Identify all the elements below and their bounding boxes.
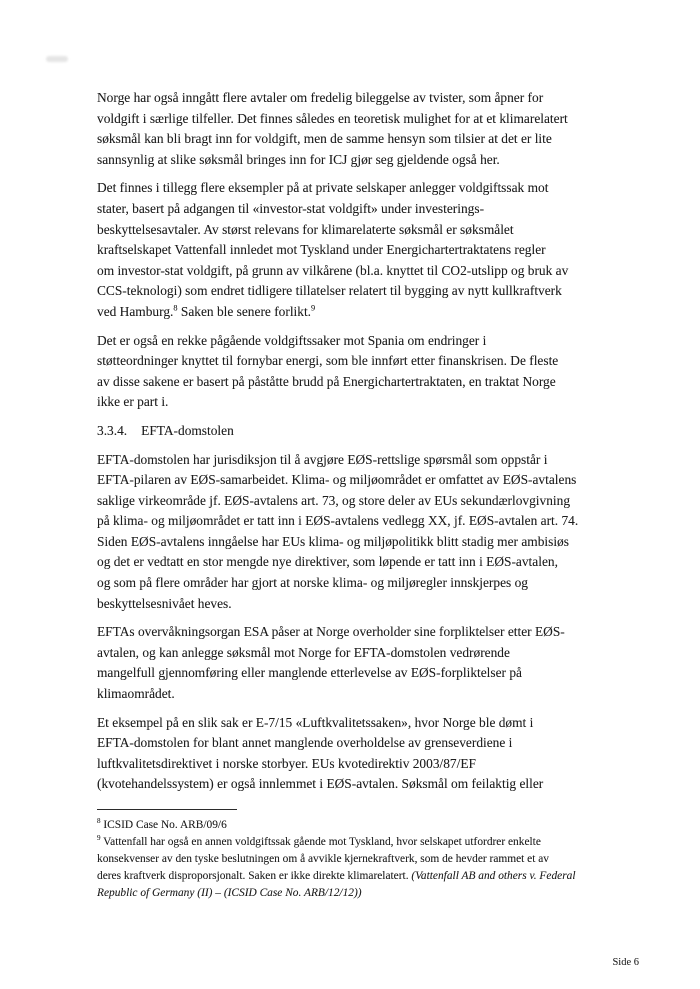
text-segment: (kvotehandelssystem) er også innlemmet i EØS-avtalen. Søksmål om feilaktig eller [97,776,544,792]
text-line [97,470,657,491]
text-segment: beskyttelsesnivået heves. [97,595,232,611]
text-segment: EFTA-domstolen har jurisdiksjon til å avgjøre EØS-rettslige spørsmål som oppstår i [97,451,548,467]
text-segment: kraftselskapet Vattenfall innledet mot Tyskland under Energichartertraktatens regler [97,242,546,258]
text-line [97,684,657,705]
text-line [97,240,657,261]
text-segment: konsekvenser av den tyske beslutningen om å avvikle kjernekraftverk, som de hevder rammet et av [97,853,549,865]
text-segment: søksmål kan bli bragt inn for voldgift, men de samme hensyn som tilsier at det er lite [97,131,552,147]
text-segment: luftkvalitetsdirektivet i norske storbyer. EUs kvotedirektiv 2003/87/EF [97,755,476,771]
text-segment: Siden EØS-avtalens inngåelse har EUs klima- og miljøpolitikk blitt stadig mer ambisiøs [97,533,569,549]
text-line [97,199,657,220]
text-line [97,851,657,868]
text-line [97,573,657,594]
text-segment: voldgift i særlige tilfeller. Det finnes således en teoretisk mulighet for at et klimarelatert [97,110,568,126]
text-line [97,331,657,352]
text-line [97,109,657,130]
text-line [97,302,657,323]
text-segment: Det finnes i tillegg flere eksempler på at private selskaper anlegger voldgiftssak mot [97,180,549,196]
page-number: Side 6 [612,957,639,968]
footnotes [97,817,657,902]
text-segment: avtalen, og kan anlegge søksmål mot Norge for EFTA-domstolen vedrørende [97,644,510,660]
heading-number: 3.3.4. [97,422,128,438]
text-segment: Vattenfall har også en annen voldgiftssak gående mot Tyskland, hvor selskapet utfordrer enkelte [100,836,541,848]
text-segment: CCS-teknologi) som endret tidligere tillatelser relatert til bygging av nytt kullkraftverk [97,283,562,299]
text-line [97,178,657,199]
text-segment: om investor-stat voldgift, på grunn av vilkårene (bl.a. knyttet til CO2-utslipp og bruk av [97,262,569,278]
text-segment: og som på flere områder har gjort at norske klima- og miljøregler innskjerpes og [97,575,528,591]
text-segment: sannsynlig at slike søksmål bringes inn for ICJ gjør seg gjeldende også her. [97,151,500,167]
footnote-ref: 9 [97,834,101,843]
text-line [97,663,657,684]
text-segment: saklige virkeområde jf. EØS-avtalens art. 73, og store deler av EUs sekundærlovgivning [97,492,571,508]
scan-artifact [46,56,68,62]
text-line [97,754,657,775]
text-segment: Saken ble senere forlikt. [177,303,312,319]
text-segment: EFTAs overvåkningsorgan ESA påser at Norge overholder sine forpliktelser etter EØS- [97,624,565,640]
text-line [97,450,657,471]
footnote-ref: 9 [311,303,316,313]
text-line [97,713,657,734]
footnote-ref: 8 [173,303,178,313]
text-line [97,552,657,573]
text-segment: Et eksempel på en slik sak er E-7/15 «Luftkvalitetssaken», hvor Norge ble dømt i [97,714,534,730]
section-heading [97,421,657,442]
footnote [97,817,657,834]
text-segment: av disse sakene er basert på påståtte brudd på Energichartertraktaten, en traktat Norge [97,373,556,389]
paragraph [97,450,657,615]
text-line [97,129,657,150]
document-body [97,88,657,795]
text-line [97,532,657,553]
text-segment: Norge har også inngått flere avtaler om fredelig bileggelse av tvister, som åpner for [97,90,544,105]
paragraph [97,622,657,704]
text-segment: ved Hamburg. [97,303,174,319]
text-segment: Det er også en rekke pågående voldgiftssaker mot Spania om endringer i [97,332,487,348]
text-segment: ikke er part i. [97,394,169,410]
text-line [97,351,657,372]
text-line [97,834,657,851]
text-line [97,261,657,282]
text-segment: beskyttelsesavtaler. Av størst relevans for klimarelaterte søksmål er søksmålet [97,221,514,237]
text-line [97,511,657,532]
text-segment: EFTA-pilaren av EØS-samarbeidet. Klima- og miljøområdet er omfattet av EØS-avtalens [97,472,577,488]
text-line [97,622,657,643]
text-segment: mangelfull gjennomføring eller manglende etterlevelse av EØS-forpliktelser på [97,665,523,681]
text-line [97,594,657,615]
text-segment: støtteordninger knyttet til fornybar energi, som ble innført etter finanskrisen. De fleste [97,353,559,369]
text-segment: stater, basert på adgangen til «investor-stat voldgift» under investerings- [97,200,485,216]
text-line [97,372,657,393]
text-line [97,88,657,109]
text-segment: deres kraftverk disproporsjonalt. Saken er ikke direkte klimarelatert. [97,870,412,882]
text-segment: og det er vedtatt en stor mengde nye direktiver, som løpende er tatt inn i EØS-avtalen, [97,554,558,570]
footnote-divider [97,809,237,810]
paragraph [97,88,657,170]
text-line [97,774,657,795]
text-line [97,643,657,664]
paragraph [97,178,657,322]
italic-citation: Republic of Germany (II) – (ICSID Case No. ARB/12/12)) [97,887,362,899]
paragraph [97,331,657,413]
text-line [97,885,657,902]
document-content [97,88,657,902]
text-line [97,491,657,512]
text-line [97,281,657,302]
footnote [97,834,657,902]
text-segment: ICSID Case No. ARB/09/6 [100,819,227,831]
text-line [97,817,657,834]
text-segment: klimaområdet. [97,686,175,702]
footnote-ref: 8 [97,817,101,826]
paragraph [97,713,657,795]
text-line [97,733,657,754]
text-line [97,392,657,413]
heading-label: EFTA-domstolen [141,422,234,438]
text-line [97,220,657,241]
text-line [97,868,657,885]
italic-citation: (Vattenfall AB and others v. Federal [411,870,576,882]
text-line [97,150,657,171]
text-segment: på klima- og miljøområdet er tatt inn i EØS-avtalens vedlegg XX, jf. EØS-avtalen art. 74. [97,513,579,529]
text-segment: EFTA-domstolen for blant annet manglende overholdelse av grenseverdiene i [97,735,513,751]
